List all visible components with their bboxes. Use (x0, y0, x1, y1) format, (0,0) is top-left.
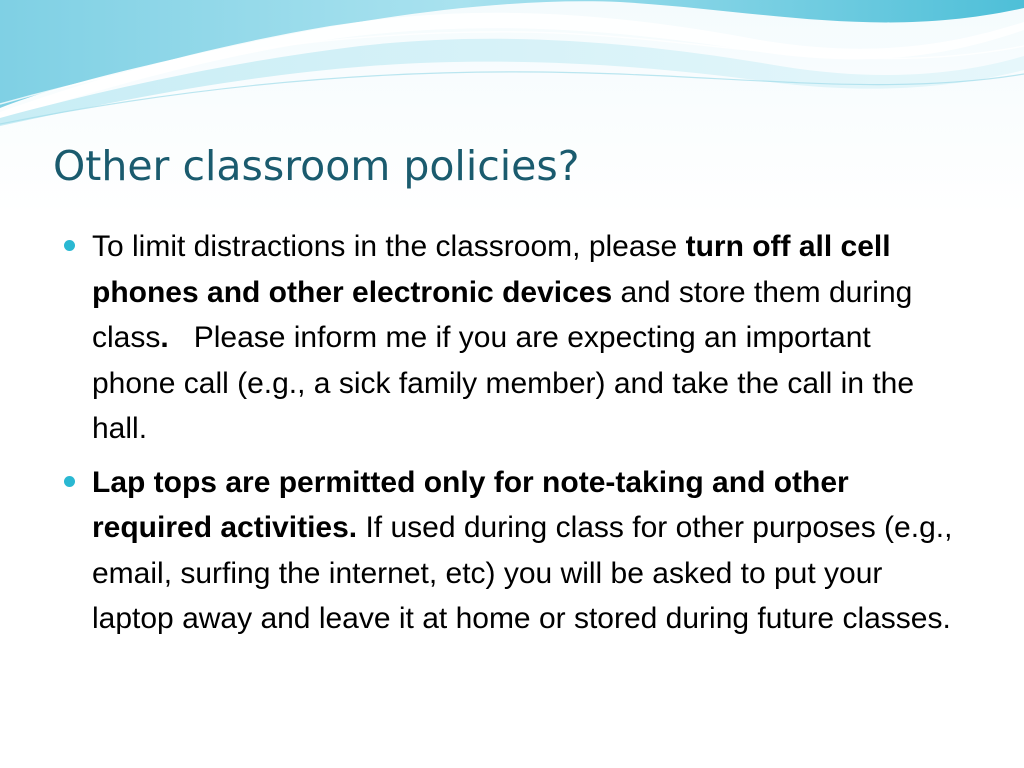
wave-banner (0, 0, 1024, 130)
bullet-dot-icon (64, 240, 75, 251)
bullet-text-segment: If used during class for other purposes (e.g., email, surfing the internet, etc) you will be asked to put your laptop away and leave it at home or stored during future classes. (92, 511, 953, 635)
bullet-text-segment: turn off all cell phones and other electronic devices (92, 230, 891, 309)
bullet-text-segment: . (160, 321, 169, 354)
bullet-text-segment: To limit distractions in the classroom, please (92, 230, 686, 263)
bullet-dot-icon (64, 476, 75, 487)
bullet-item (62, 224, 962, 452)
bullet-text-segment: and store them during class (92, 275, 913, 354)
bullet-list (62, 224, 962, 650)
bullet-text-segment: Please inform me if you are expecting an important phone call (e.g., a sick family member) and take the call in the hall. (92, 321, 923, 445)
bullet-item (62, 460, 962, 642)
bullet-text-segment: Lap tops are permitted only for note-taking and other required activities. (92, 465, 849, 544)
slide-title: Other classroom policies? (53, 142, 580, 190)
